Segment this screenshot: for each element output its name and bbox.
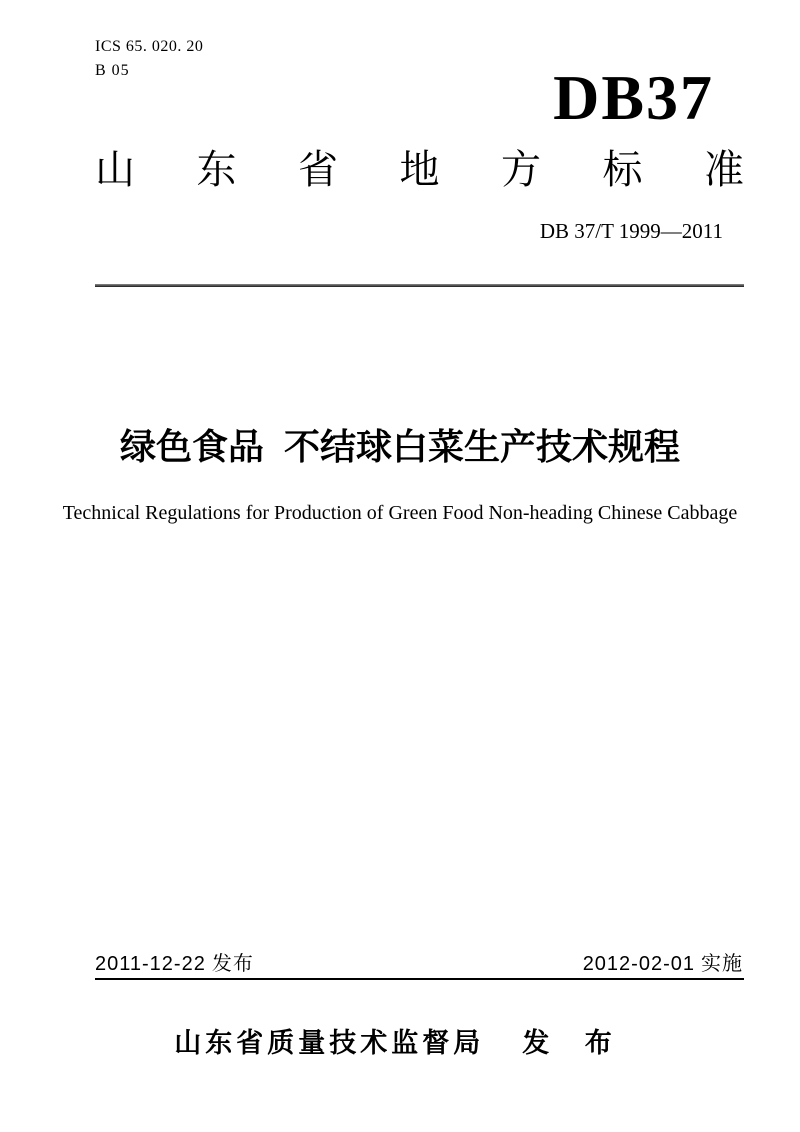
standard-name-char: 标	[602, 148, 643, 192]
db-standard-logo: DB37	[553, 62, 714, 133]
standard-name-char: 省	[298, 148, 338, 192]
implement-date: 2012-02-01	[582, 953, 695, 975]
header-divider-rule	[95, 284, 744, 287]
ics-code: ICS 65. 020. 20	[95, 38, 204, 55]
standard-name-char: 地	[399, 148, 440, 192]
publish-action-label: 发 布	[522, 1028, 626, 1058]
standard-name-char: 山	[95, 148, 135, 192]
publisher-name: 山东省质量技术监督局	[174, 1028, 485, 1058]
footer-divider-rule	[95, 978, 744, 980]
issue-date: 2011-12-22	[95, 953, 206, 975]
standard-name-char: 方	[501, 148, 541, 192]
standard-name-char: 准	[704, 148, 744, 192]
classification-code: B 05	[95, 62, 130, 79]
dates-row	[95, 951, 743, 977]
publisher-row	[0, 1026, 800, 1060]
document-title-english: Technical Regulations for Production of Green Food Non-heading Chinese Cabbage	[62, 502, 738, 524]
standard-name-char: 东	[196, 148, 237, 192]
issue-date-group	[95, 951, 254, 977]
implement-date-group	[583, 951, 743, 977]
standard-name	[95, 146, 744, 194]
document-title-chinese: 绿色食品 不结球白菜生产技术规程	[119, 426, 680, 467]
standard-number: DB 37/T 1999—2011	[539, 219, 723, 243]
issue-date-label: 发布	[211, 953, 254, 975]
implement-date-label: 实施	[701, 953, 743, 975]
